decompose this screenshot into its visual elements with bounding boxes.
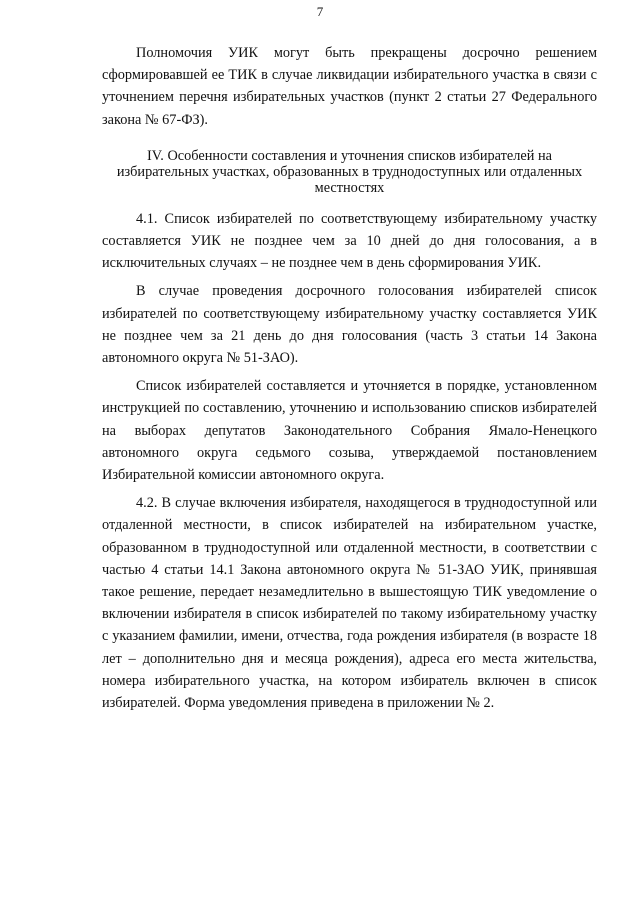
paragraph-4-2: 4.2. В случае включения избирателя, находящегося в труднодоступной или отдаленной местности, в список избирателей на избирательном участке, образованном в труднодоступной или отдаленной местности, в соответствии с частью 4 статьи 14.1 Закона автономного округа № 51-ЗАО УИК, принявшая такое решение, передает незамедлительно в вышестоящую ТИК уведомление о включении избирателя в список избирателей по такому избирательному участку с указанием фамилии, имени, отчества, года рождения избирателя (в возрасте 18 лет – дополнительно дня и месяца рождения), адреса его места жительства, номера избирательного участка, на котором избиратель включен в список избирателей. Форма уведомления приведена в приложении № 2. xyxy=(102,495,597,712)
document-body xyxy=(102,42,597,714)
paragraph-uik-termination: Полномочия УИК могут быть прекращены досрочно решением сформировавшей ее ТИК в случае ликвидации избирательного участка в связи с уточнением перечня избирательных участков (пункт 2 статьи 27 Федерального закона № 67-ФЗ). xyxy=(102,45,597,128)
section-heading: IV. Особенности составления и уточнения списков избирателей на избирательных участках, образованных в труднодоступных или отдаленных местностях xyxy=(116,147,583,196)
page-number: 7 xyxy=(316,4,324,19)
paragraph-list-procedure: Список избирателей составляется и уточняется в порядке, установленном инструкцией по составлению, уточнению и использованию списков избирателей на выборах депутатов Законодательного Собрания Ямало-Ненецкого автономного округа седьмого созыва, утверждаемой постановлением Избирательной комиссии автономного округа. xyxy=(102,378,597,484)
paragraph-4-1: 4.1. Список избирателей по соответствующему избирательному участку составляется УИК не позднее чем за 10 дней до дня голосования, а в исключительных случаях – не позднее чем в день сформирования УИК. xyxy=(102,210,597,272)
paragraph-early-voting: В случае проведения досрочного голосования избирателей список избирателей по соответствующему избирательному участку составляется УИК не позднее чем за 21 день до дня голосования (часть 3 статьи 14 Закона автономного округа № 51-ЗАО). xyxy=(102,283,597,367)
